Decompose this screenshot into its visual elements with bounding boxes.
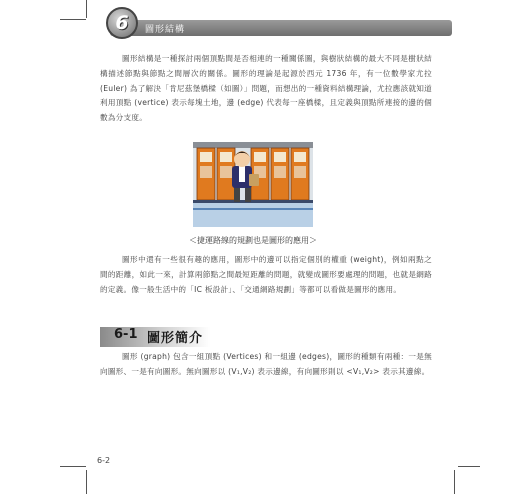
section-paragraph: 圖形 (graph) 包含一組頂點 (Vertices) 和一組邊 (edges)，圖形的種類有兩種：一是無向圖形、一是有向圖形。無向圖形以 (V₁,V₂) 表示邊線，有向圖形則以 <V₁,V₂> 表示其邊線。 xyxy=(100,352,432,376)
crop-mark-bottom-right-v xyxy=(454,470,455,494)
platform-floor xyxy=(193,203,313,227)
chapter-number-badge xyxy=(106,7,138,39)
crop-mark-top-left-v xyxy=(86,0,87,18)
subway-station-illustration xyxy=(193,142,313,227)
crop-mark-bottom-right-h xyxy=(458,466,480,467)
platform-edge-line xyxy=(193,200,313,203)
chapter-number: 6 xyxy=(115,12,129,34)
figure-caption: ＜捷運路線的規劃也是圖形的應用＞ xyxy=(189,236,317,245)
section-number: 6-1 xyxy=(114,327,138,342)
intro-paragraph: 圖形結構是一種探討兩個頂點間是否相連的一種關係圖，與樹狀結構的最大不同是樹狀結構描述節點與節點之間層次的關係。圖形的理論是起源於西元 1736 年，有一位數學家尤拉 (Euler) 為了解決「肯尼茲堡橋樑（如圖）」問題，而想出的一種資料結構理論，尤拉應該就知道利用頂點 (vertice) 表示每塊土地，邊 (edge) 代表每一座橋樑，且定義與頂點所連接的邊的個數為分支度。 xyxy=(100,54,432,123)
ceiling xyxy=(193,142,313,148)
floor-stripe xyxy=(193,208,313,210)
section-title: 圖形簡介 xyxy=(147,331,204,346)
crop-mark-bottom-left-h xyxy=(60,466,86,467)
chapter-title: 圖形結構 xyxy=(145,25,186,35)
application-paragraph: 圖形中還有一些很有趣的應用，圖形中的邊可以指定個別的權重 (weight)，例如兩點之間的距離，如此一來，計算兩節點之間最短距離的問題，就變成圖形要處理的問題，也就是網路的定義。像一般生活中的「IC 板設計」、「交通網路規劃」等都可以看做是圖形的應用。 xyxy=(100,255,432,294)
crop-mark-bottom-left-v xyxy=(86,470,87,494)
crop-mark-top-left-h xyxy=(60,19,86,20)
page-number: 6-2 xyxy=(97,456,111,465)
